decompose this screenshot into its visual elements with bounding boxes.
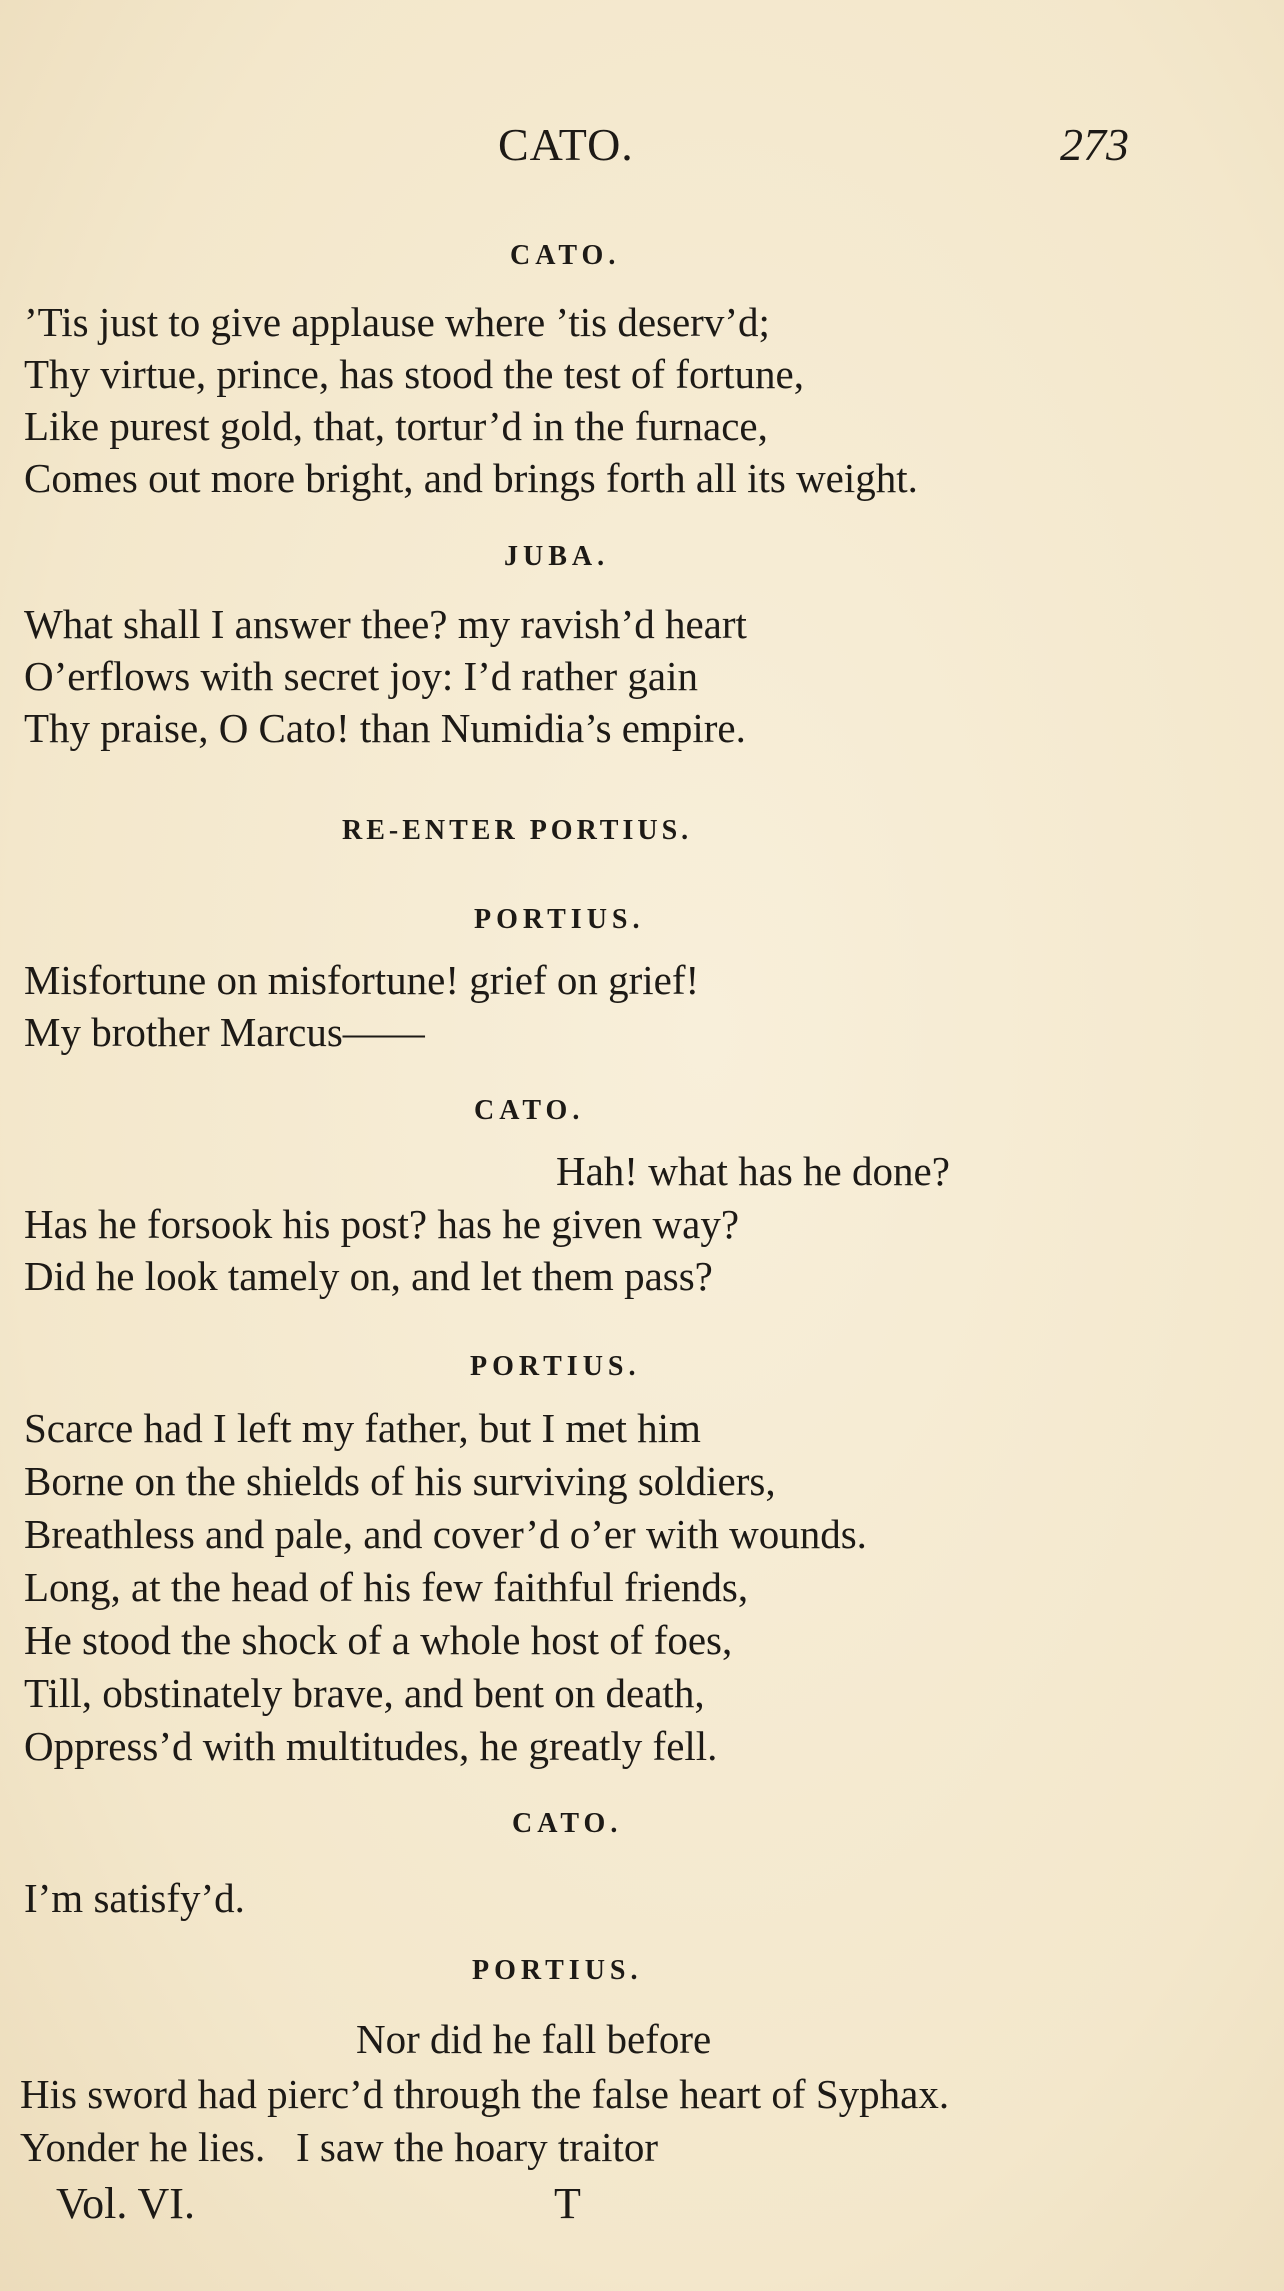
volume-mark: Vol. VI. xyxy=(56,2179,195,2228)
speaker-heading: CATO. xyxy=(510,240,621,271)
speaker-heading: CATO. xyxy=(512,1808,623,1839)
running-title: CATO. xyxy=(498,119,634,170)
stage-direction: RE-ENTER PORTIUS. xyxy=(342,815,693,846)
verse-line: Till, obstinately brave, and bent on death, xyxy=(24,1670,705,1716)
verse-line: O’erflows with secret joy: I’d rather gain xyxy=(24,653,698,699)
verse-line: Has he forsook his post? has he given way? xyxy=(24,1201,740,1247)
verse-line: Yonder he lies. I saw the hoary traitor xyxy=(20,2124,659,2170)
verse-line: My brother Marcus—— xyxy=(24,1009,425,1055)
verse-line: Thy virtue, prince, has stood the test of fortune, xyxy=(24,351,804,397)
verse-line: Scarce had I left my father, but I met him xyxy=(24,1405,701,1451)
running-head xyxy=(0,118,1284,178)
speaker-heading: PORTIUS. xyxy=(472,1955,643,1986)
verse-line: Oppress’d with multitudes, he greatly fell. xyxy=(24,1723,718,1769)
verse-line: Did he look tamely on, and let them pass? xyxy=(24,1253,713,1299)
verse-line: He stood the shock of a whole host of foes, xyxy=(24,1617,733,1663)
verse-line: Misfortune on misfortune! grief on grief! xyxy=(24,957,700,1003)
verse-line: I’m satisfy’d. xyxy=(24,1875,245,1921)
signature-mark: T xyxy=(554,2179,581,2228)
verse-line: Long, at the head of his few faithful friends, xyxy=(24,1564,749,1610)
verse-line: His sword had pierc’d through the false heart of Syphax. xyxy=(20,2071,950,2117)
verse-line: Nor did he fall before xyxy=(356,2016,712,2062)
verse-line: Breathless and pale, and cover’d o’er with wounds. xyxy=(24,1511,867,1557)
verse-line: Borne on the shields of his surviving soldiers, xyxy=(24,1458,776,1504)
page-number: 273 xyxy=(1060,119,1129,170)
speaker-heading: CATO. xyxy=(474,1095,585,1126)
verse-line: ’Tis just to give applause where ’tis deserv’d; xyxy=(24,299,770,345)
speaker-heading: PORTIUS. xyxy=(470,1351,641,1382)
verse-line: Hah! what has he done? xyxy=(556,1148,950,1194)
verse-line: Thy praise, O Cato! than Numidia’s empire. xyxy=(24,705,746,751)
speaker-heading: JUBA. xyxy=(504,541,610,572)
speaker-heading: PORTIUS. xyxy=(474,904,645,935)
verse-line: What shall I answer thee? my ravish’d heart xyxy=(24,601,747,647)
verse-line: Comes out more bright, and brings forth all its weight. xyxy=(24,455,918,501)
verse-line: Like purest gold, that, tortur’d in the furnace, xyxy=(24,403,768,449)
